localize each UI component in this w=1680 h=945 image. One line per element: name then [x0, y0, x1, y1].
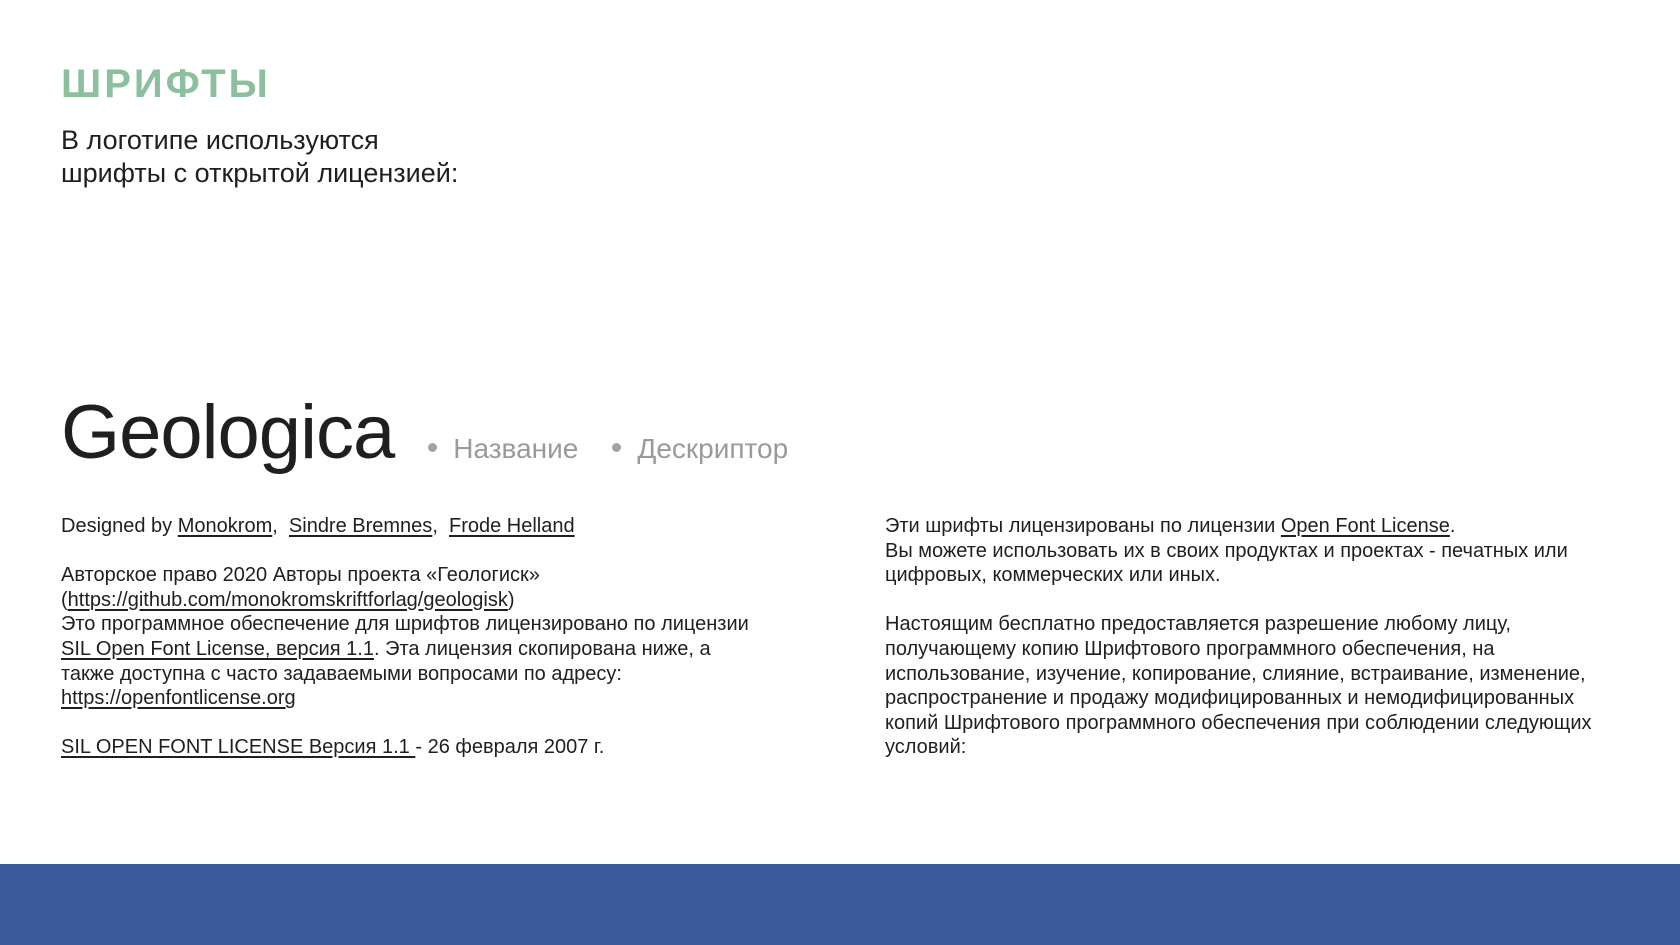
period: .	[1449, 515, 1456, 537]
intro-line-2: шрифты с открытой лицензией:	[61, 158, 459, 188]
usage-text: Вы можете использовать их в своих продуктах и проектах - печатных или цифровых, коммерческих или иных.	[885, 539, 1568, 587]
paren-close: )	[507, 588, 515, 611]
designed-by-label: Designed by	[61, 515, 173, 537]
tag-name	[428, 433, 578, 465]
tag-name-label: Название	[453, 433, 579, 464]
tag-descriptor	[612, 433, 788, 465]
intro-text	[61, 124, 661, 190]
sil-license-link[interactable]: SIL Open Font License, версия 1.1	[61, 637, 374, 660]
license-summary-text: Эти шрифты лицензированы по лицензии	[885, 515, 1281, 537]
license-intro-text: Это программное обеспечение для шрифтов лицензировано по лицензии	[61, 613, 749, 636]
permission-paragraph: Настоящим бесплатно предоставляется разрешение любому лицу, получающему копию Шрифтового программного обеспечения, на использование, изучение, копирование, слияние, встраивание, изменение, распространение и продажу модифицированных и немодифицированных копий Шрифтового программного обеспечения при соблюдении следующих условий:	[885, 613, 1592, 759]
footer-bar	[0, 864, 1680, 945]
sil-version-link[interactable]: SIL OPEN FONT LICENSE Версия 1.1	[61, 736, 416, 759]
license-version-line	[61, 735, 761, 760]
bullet-icon	[612, 443, 621, 452]
license-summary-paragraph	[885, 514, 1605, 588]
font-credits-column	[61, 514, 761, 760]
open-font-license-link[interactable]: Open Font License	[1280, 515, 1450, 537]
designers-line: Designed by Monokrom, Sindre Bremnes, Frode Helland	[61, 515, 575, 537]
tag-descriptor-label: Дескриптор	[637, 433, 789, 464]
font-name: Geologica	[61, 390, 395, 475]
intro-line-1: В логотипе используются	[61, 125, 379, 155]
copyright-paragraph	[61, 563, 761, 711]
ofl-site-link[interactable]: https://openfontlicense.org	[61, 687, 296, 710]
paren-open: (	[61, 588, 68, 611]
designer-link-sindre-bremnes[interactable]: Sindre Bremnes	[288, 515, 433, 537]
font-specimen-row	[61, 388, 788, 478]
copyright-text: Авторское право 2020 Авторы проекта «Геологиск»	[61, 564, 540, 587]
designer-link-frode-helland[interactable]: Frode Helland	[448, 515, 575, 537]
bullet-icon	[428, 443, 437, 452]
license-mid-text: . Эта лицензия скопирована ниже, а также доступна с часто задаваемыми вопросами по адресу:	[61, 637, 711, 685]
license-date: - 26 февраля 2007 г.	[415, 736, 605, 759]
repo-link[interactable]: https://github.com/monokromskriftforlag/geologisk	[67, 588, 508, 611]
license-terms-column	[885, 514, 1605, 760]
section-title: ШРИФТЫ	[61, 62, 271, 106]
designer-link-monokrom[interactable]: Monokrom	[177, 515, 273, 537]
